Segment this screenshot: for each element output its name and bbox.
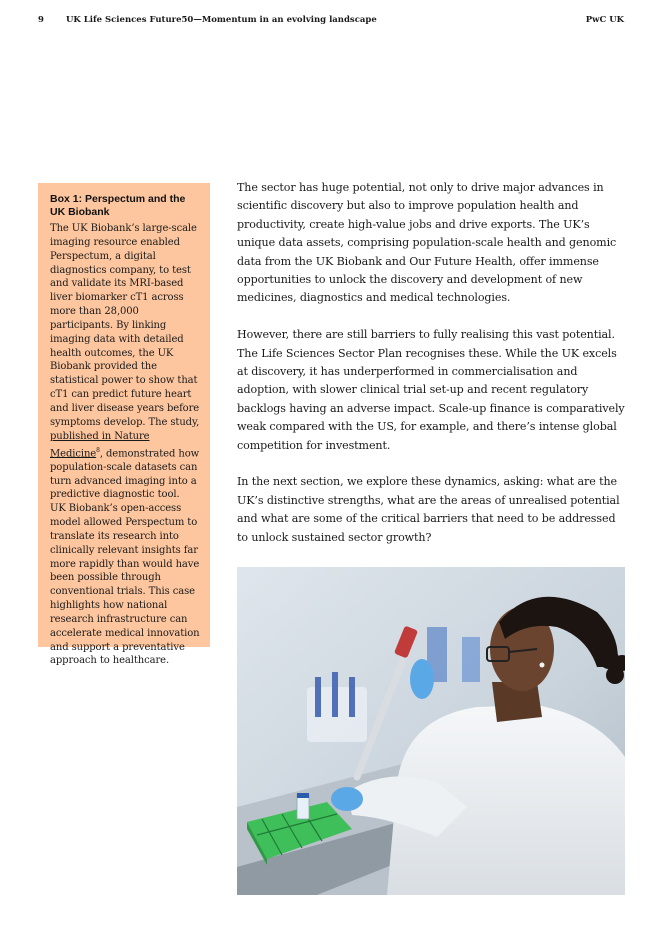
box-text-2: , demonstrated how population-scale datasets can turn advanced imaging into a predictive diagnostic tool. — [50, 447, 200, 501]
paragraph-potential: The sector has huge potential, not only to drive major advances in scientific discovery but also to improve population health and productivity, create high-value jobs and drive exports. The UK’s unique data assets, comprising population-scale health and genomic data from the UK Biobank and Our Future Health, offer immense opportunities to unlock the discovery and development of new medicines, diagnostics and medical technologies. — [237, 181, 617, 305]
box-title: Box 1: Perspectum and the UK Biobank — [50, 193, 186, 218]
brand-name: PwC UK — [585, 15, 624, 25]
nature-medicine-link[interactable]: published in Nature Medicine — [50, 430, 150, 459]
page-header — [38, 15, 624, 29]
case-study-box — [38, 183, 210, 667]
box-body — [50, 222, 200, 668]
page-number: 9 — [38, 15, 44, 25]
box-text-1: The UK Biobank’s large-scale imaging resource enabled Perspectum, a digital diagnostics company, to test and validate its MRI-based liver biomarker cT1 across more than 28,000 participants. By linking imaging data with detailed health outcomes, the UK Biobank provided the statistical power to show that cT1 can predict future heart and liver disease years before symptoms develop. The study, — [50, 223, 200, 428]
footnote-marker: 8 — [96, 446, 100, 454]
document-title: UK Life Sciences Future50—Momentum in an evolving landscape — [66, 15, 377, 25]
paragraph-barriers: However, there are still barriers to fully realising this vast potential. The Life Sciences Sector Plan recognises these. While the UK excels at discovery, it has underperformed in commercialisation and adoption, with slower clinical trial set-up and recent regulatory backlogs having an adverse impact. Scale-up finance is comparatively weak compared with the US, for example, and there’s intense global competition for investment. — [237, 328, 625, 452]
box-text-3: UK Biobank’s open-access model allowed Perspectum to translate its research into clinically relevant insights far more rapidly than would have been possible through conventional trials. This case highlights how national research infrastructure can accelerate medical innovation and support a preventative approach to healthcare. — [50, 503, 200, 667]
main-text — [237, 179, 629, 565]
lab-scientist-photo — [237, 567, 625, 895]
paragraph-next-section: In the next section, we explore these dynamics, asking: what are the UK’s distinctive strengths, what are the areas of unrealised potential and what are some of the critical barriers that need to be addressed to unlock sustained sector growth? — [237, 475, 620, 544]
